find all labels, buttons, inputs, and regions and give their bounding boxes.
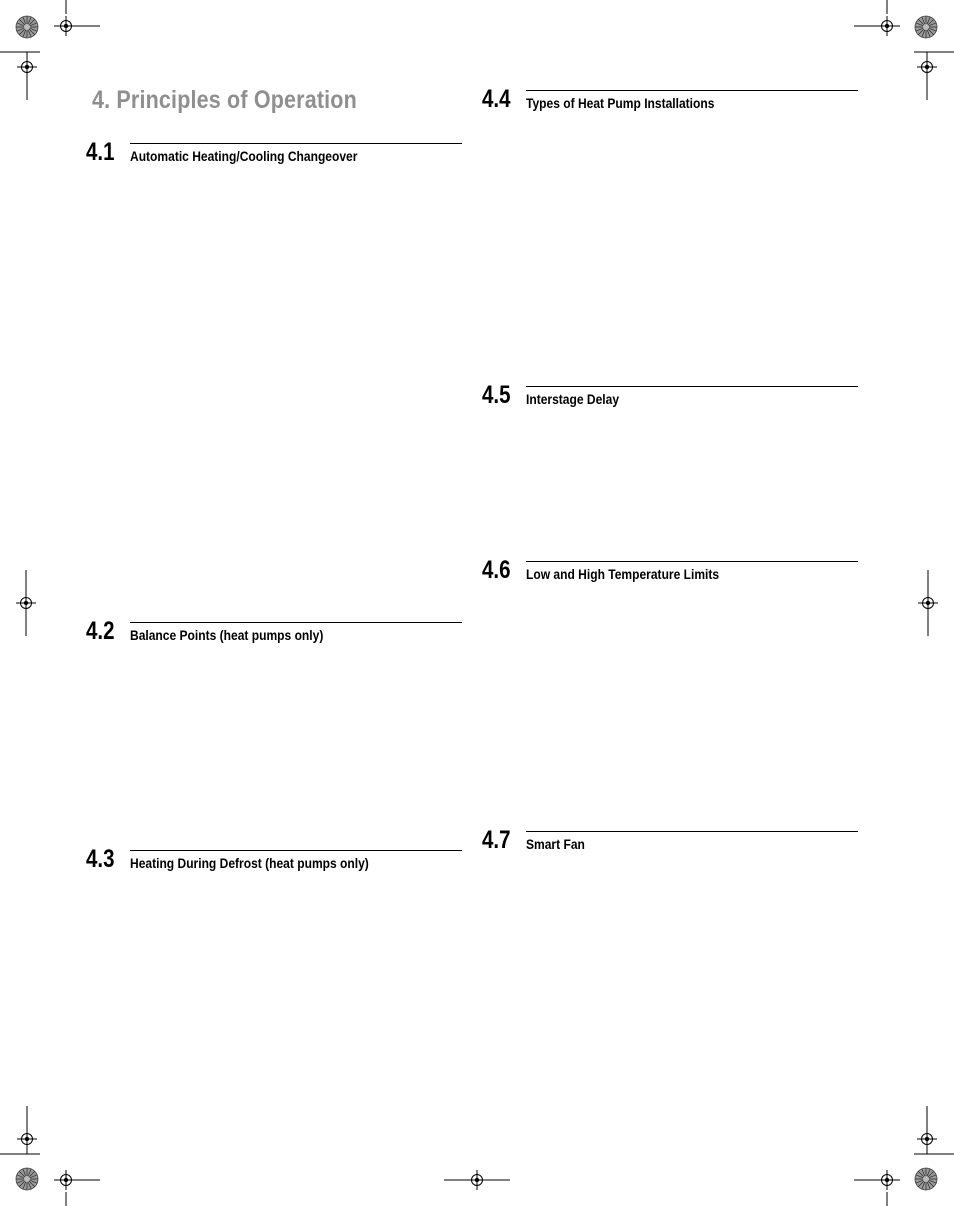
section-heading: Interstage Delay [526,391,620,407]
section-number: 4.7 [482,826,511,854]
section-heading: Types of Heat Pump Installations [526,95,715,111]
starburst-mark-icon [16,16,38,38]
section-number: 4.6 [482,556,511,584]
section-heading: Automatic Heating/Cooling Changeover [130,148,358,164]
section-number: 4.4 [482,85,511,113]
section-heading: Heating During Defrost (heat pumps only) [130,855,369,871]
section-heading: Low and High Temperature Limits [526,566,720,582]
section-number: 4.1 [86,138,115,166]
starburst-mark-icon [915,1168,937,1190]
section-number: 4.5 [482,381,511,409]
section-heading: Smart Fan [526,836,585,852]
section-number: 4.3 [86,845,115,873]
section-number: 4.2 [86,617,115,645]
section-heading: Balance Points (heat pumps only) [130,627,324,643]
page-title: 4. Principles of Operation [92,86,357,114]
starburst-mark-icon [16,1168,38,1190]
starburst-mark-icon [915,16,937,38]
